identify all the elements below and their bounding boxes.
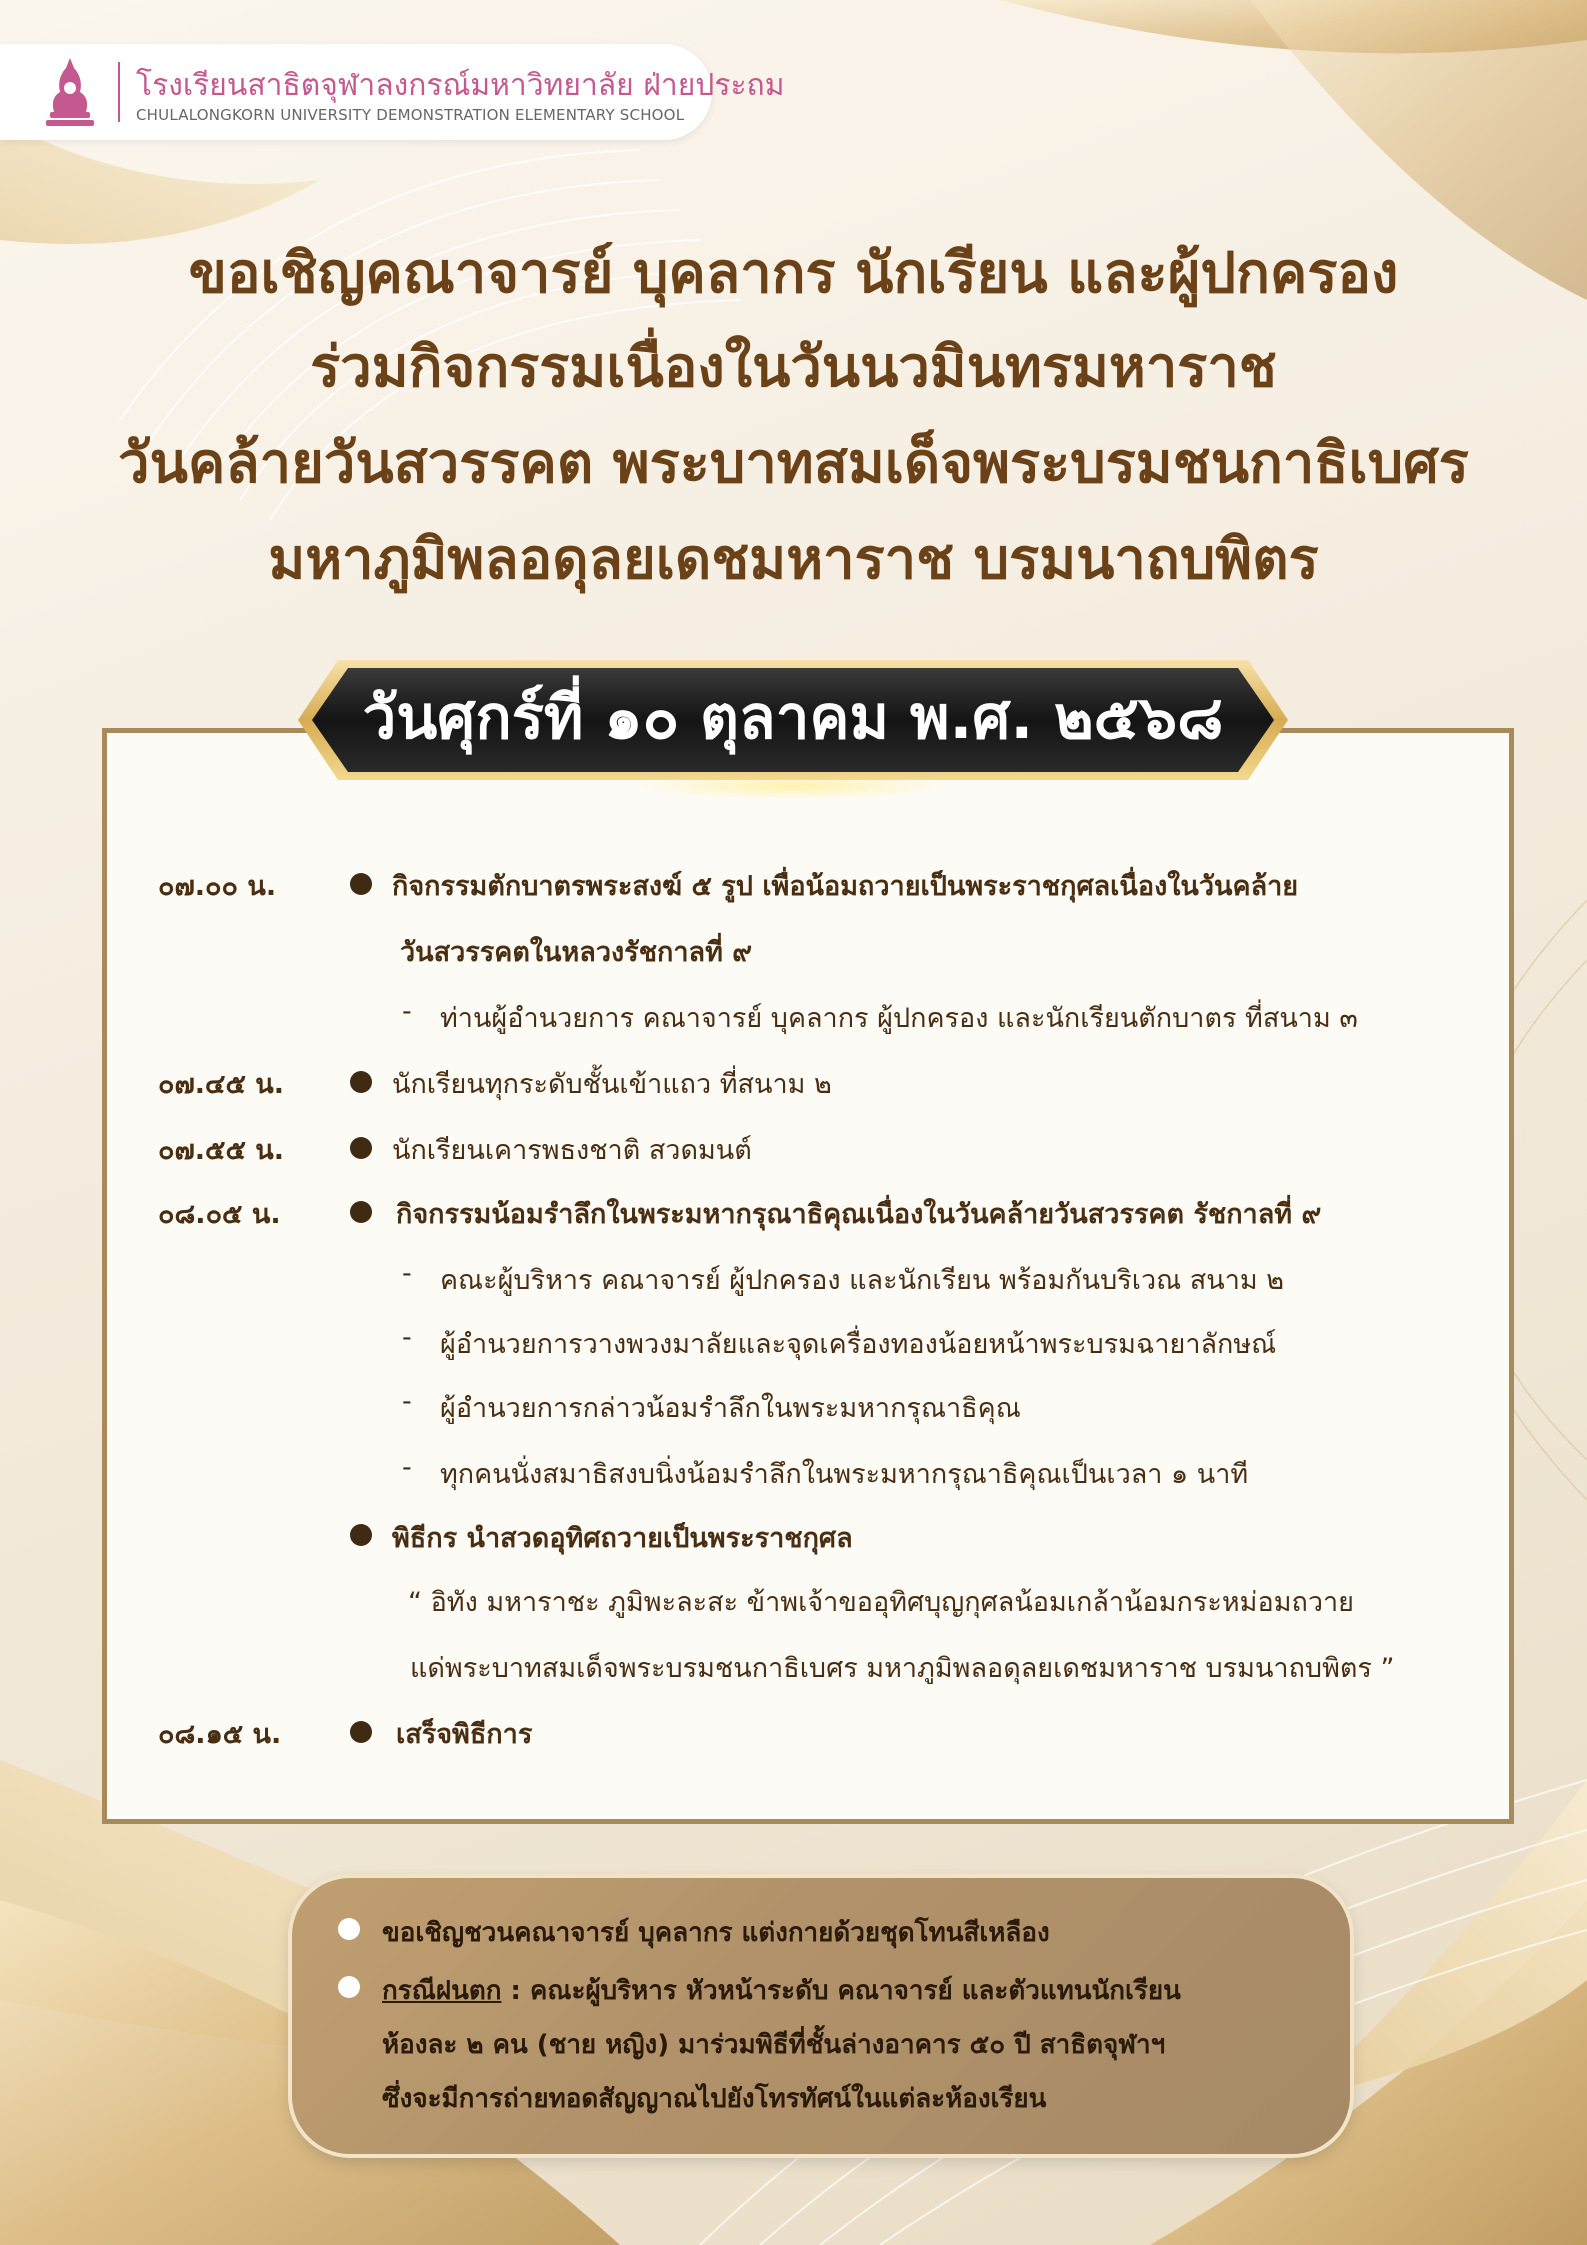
activity-alms-detail: ท่านผู้อำนวยการ คณาจารย์ บุคลากร ผู้ปกครอง และนักเรียนตักบาตร ที่สนาม ๓ [440,1003,1358,1034]
dash-marker: - [402,1258,412,1289]
headline-line-3: วันคล้ายวันสวรรคต พระบาทสมเด็จพระบรมชนกาธิเบศร [118,431,1469,496]
commemoration-detail-1: คณะผู้บริหาร คณาจารย์ ผู้ปกครอง และนักเรียน พร้อมกันบริเวณ สนาม ๒ [440,1265,1285,1296]
activity-end-ceremony: เสร็จพิธีการ [396,1719,533,1750]
headline-line-4: มหาภูมิพลอดุลยเดชมหาราช บรมนาถบพิตร [268,527,1319,592]
time-0755: ๐๗.๕๕ น. [158,1135,285,1166]
activity-flag-prayer: นักเรียนเคารพธงชาติ สวดมนต์ [392,1135,752,1166]
headline-line-1: ขอเชิญคณาจารย์ บุคลากร นักเรียน และผู้ปกครอง [188,241,1399,306]
logo-divider [118,62,120,122]
note-rain-plan-cont-1: ห้องละ ๒ คน (ชาย หญิง) มาร่วมพิธีที่ชั้นล่างอาคาร ๕๐ ปี สาธิตจุฬาฯ [382,2030,1166,2060]
note-rain-text: : คณะผู้บริหาร หัวหน้าระดับ คณาจารย์ และตัวแทนนักเรียน [501,1976,1181,2006]
bullet-dot [350,1071,372,1093]
note-dress-code: ขอเชิญชวนคณาจารย์ บุคลากร แต่งกายด้วยชุดโทนสีเหลือง [382,1918,1050,1948]
bullet-dot [350,1524,372,1546]
dash-marker: - [402,996,412,1027]
school-logo-header [0,44,785,140]
commemoration-detail-2: ผู้อำนวยการวางพวงมาลัยและจุดเครื่องทองน้อยหน้าพระบรมฉายาลักษณ์ [440,1329,1277,1360]
activity-line-up: นักเรียนทุกระดับชั้นเข้าแถว ที่สนาม ๒ [392,1069,832,1100]
dedication-quote-line-1: “ อิทัง มหาราชะ ภูมิพะละสะ ข้าพเจ้าขออุทิศบุญกุศลน้อมเกล้าน้อมกระหม่อมถวาย [408,1587,1354,1618]
note-rain-label: กรณีฝนตก [382,1976,502,2006]
activity-commemoration: กิจกรรมน้อมรำลึกในพระมหากรุณาธิคุณเนื่องในวันคล้ายวันสวรรคต รัชกาลที่ ๙ [396,1199,1322,1230]
commemoration-detail-4: ทุกคนนั่งสมาธิสงบนิ่งน้อมรำลึกในพระมหากรุณาธิคุณเป็นเวลา ๑ นาที [440,1459,1249,1490]
time-0805: ๐๘.๐๕ น. [158,1199,281,1230]
school-name-english: CHULALONGKORN UNIVERSITY DEMONSTRATION ELEMENTARY SCHOOL [136,106,685,124]
bullet-dot [350,1201,372,1223]
activity-dedication-prayer: พิธีกร นำสวดอุทิศถวายเป็นพระราชกุศล [392,1523,853,1554]
note-bullet [338,1918,360,1940]
commemoration-detail-3: ผู้อำนวยการกล่าวน้อมรำลึกในพระมหากรุณาธิคุณ [440,1393,1021,1424]
note-rain-plan-cont-2: ซึ่งจะมีการถ่ายทอดสัญญาณไปยังโทรทัศน์ในแต่ละห้องเรียน [382,2084,1047,2114]
bullet-dot [350,1137,372,1159]
note-rain-plan [382,1970,1181,2011]
bullet-dot [350,1721,372,1743]
dash-marker: - [402,1386,412,1417]
headline-line-2: ร่วมกิจกรรมเนื่องในวันนวมินทรมหาราช [310,335,1277,400]
dash-marker: - [402,1322,412,1353]
school-emblem-icon [40,54,100,130]
dash-marker: - [402,1452,412,1483]
time-0815: ๐๘.๑๕ น. [158,1719,282,1750]
note-bullet [338,1976,360,1998]
time-0745: ๐๗.๔๕ น. [158,1069,285,1100]
activity-alms-offering-cont: วันสวรรคตในหลวงรัชกาลที่ ๙ [400,937,753,968]
dedication-quote-line-2: แด่พระบาทสมเด็จพระบรมชนกาธิเบศร มหาภูมิพลอดุลยเดชมหาราช บรมนาถบพิตร ” [410,1653,1395,1684]
school-name-thai: โรงเรียนสาธิตจุฬาลงกรณ์มหาวิทยาลัย ฝ่ายประถม [136,68,785,103]
bullet-dot [350,873,372,895]
event-date: วันศุกร์ที่ ๑๐ ตุลาคม พ.ศ. ๒๕๖๘ [362,683,1224,753]
time-0700: ๐๗.๐๐ น. [158,871,277,902]
activity-alms-offering: กิจกรรมตักบาตรพระสงฆ์ ๕ รูป เพื่อน้อมถวายเป็นพระราชกุศลเนื่องในวันคล้าย [392,871,1299,902]
